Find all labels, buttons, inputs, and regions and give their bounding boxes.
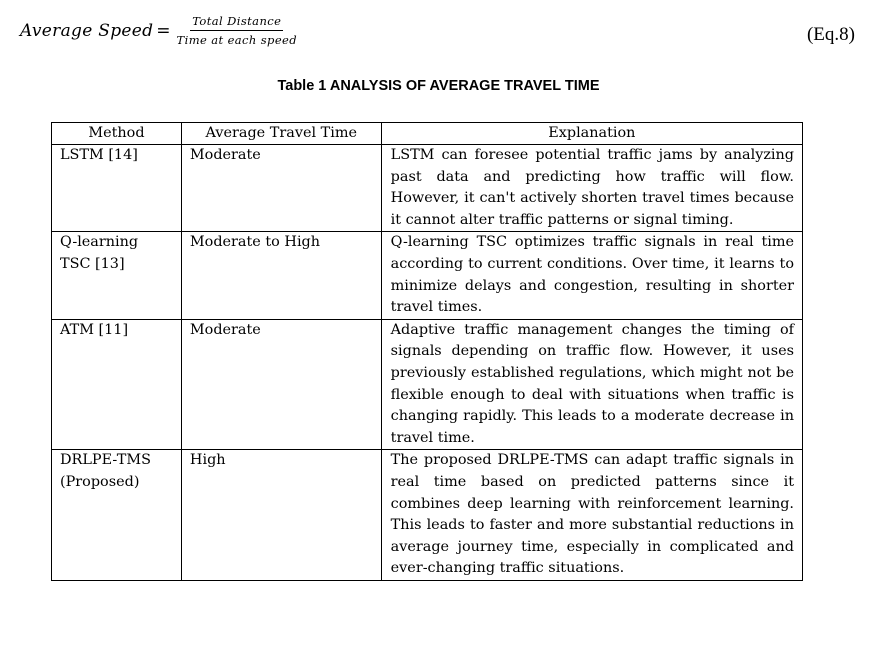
equation-denominator: Time at each speed <box>176 33 297 47</box>
table-caption: Table 1 ANALYSIS OF AVERAGE TRAVEL TIME <box>277 78 600 94</box>
travel-time-cell: Moderate to High <box>181 232 381 319</box>
table-row <box>52 319 803 450</box>
equation-equals-sign: = <box>156 20 171 41</box>
equation-lhs: Average Speed <box>20 20 154 41</box>
explanation-cell: The proposed DRLPE-TMS can adapt traffic signals in real time based on predicted patterns since it combines deep learning with reinforcement learning. This leads to faster and more substantial reductions in average journey time, especially in complicated and ever-changing traffic situations. <box>381 450 802 581</box>
header-method: Method <box>52 123 182 145</box>
header-average-travel-time: Average Travel Time <box>181 123 381 145</box>
equation-number: (Eq.8) <box>806 24 855 45</box>
method-cell: DRLPE-TMS (Proposed) <box>52 450 182 581</box>
table-row <box>52 145 803 232</box>
table-row <box>52 232 803 319</box>
header-explanation: Explanation <box>381 123 802 145</box>
average-speed-equation <box>20 14 299 47</box>
explanation-cell: LSTM can foresee potential traffic jams by analyzing past data and predicting how traffic will flow. However, it can't actively shorten travel times because it cannot alter traffic patterns or signal timing. <box>381 145 802 232</box>
equation-fraction <box>175 14 299 47</box>
method-cell: LSTM [14] <box>52 145 182 232</box>
method-cell: Q-learning TSC [13] <box>52 232 182 319</box>
explanation-cell: Adaptive traffic management changes the timing of signals depending on traffic flow. However, it uses previously established regulations, which might not be flexible enough to deal with situations when traffic is changing rapidly. This leads to a moderate decrease in travel time. <box>381 319 802 450</box>
table-row <box>52 450 803 581</box>
travel-time-analysis-table <box>51 122 803 581</box>
equation-numerator: Total Distance <box>190 14 283 31</box>
method-cell: ATM [11] <box>52 319 182 450</box>
travel-time-cell: High <box>181 450 381 581</box>
travel-time-cell: Moderate <box>181 145 381 232</box>
travel-time-cell: Moderate <box>181 319 381 450</box>
table-header-row <box>52 123 803 145</box>
explanation-cell: Q-learning TSC optimizes traffic signals in real time according to current conditions. Over time, it learns to minimize delays and congestion, resulting in shorter travel times. <box>381 232 802 319</box>
